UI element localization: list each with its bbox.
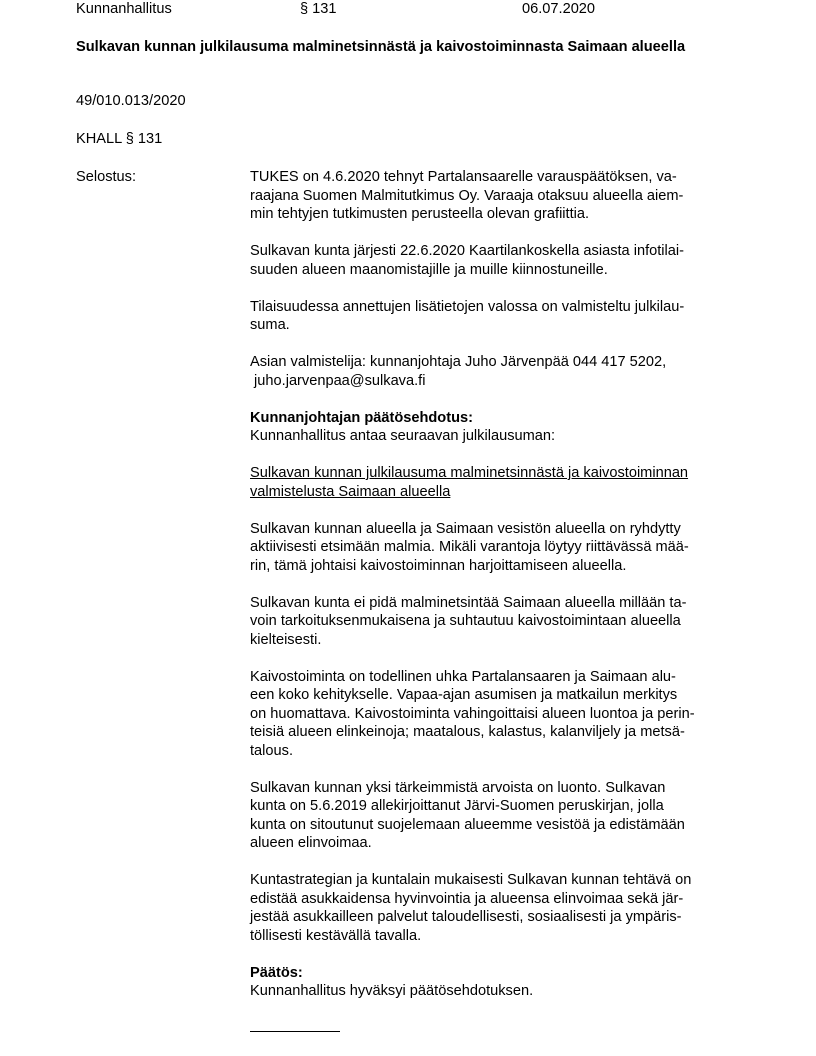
text-line: teisiä alueen elinkeinoja; maatalous, kalastus, kalanviljely ja metsä- bbox=[250, 724, 685, 740]
proposal-section bbox=[250, 409, 740, 446]
decision-text: Kunnanhallitus hyväksyi päätösehdotuksen. bbox=[250, 983, 534, 999]
text-line: talous. bbox=[250, 742, 293, 759]
text-line: kunta on 5.6.2019 allekirjoittanut Järvi-Suomen peruskirjan, jolla bbox=[250, 798, 664, 814]
text-line: kunta on sitoutunut suojelemaan alueemme vesistöä ja edistämään bbox=[250, 816, 685, 833]
text-line: aktiivisesti etsimään malmia. Mikäli varantoja löytyy riittävässä mää- bbox=[250, 539, 689, 555]
text-line: alueen elinvoimaa. bbox=[250, 835, 372, 851]
diary-number: 49/010.013/2020 bbox=[76, 93, 186, 109]
preparer-email: juho.jarvenpaa@sulkava.fi bbox=[250, 372, 426, 389]
statement-title bbox=[250, 464, 740, 501]
text-line: voin tarkoituksenmukaisena ja suhtautuu kaivostoimintaan alueella bbox=[250, 613, 681, 629]
document-title: Sulkavan kunnan julkilausuma malminetsinnästä ja kaivostoiminnasta Saimaan alueella bbox=[76, 39, 686, 55]
paragraph-preparer-contact bbox=[250, 353, 740, 390]
proposal-intro: Kunnanhallitus antaa seuraavan julkilausuman: bbox=[250, 428, 556, 444]
paragraph-ore-exploration bbox=[250, 520, 740, 576]
paragraph-tukes bbox=[250, 168, 740, 224]
text-line: raajana Suomen Malmitutkimus Oy. Varaaja otaksuu alueella aiem- bbox=[250, 187, 684, 204]
header-date: 06.07.2020 bbox=[522, 1, 596, 17]
paragraph-mining-threat bbox=[250, 668, 740, 761]
text-line: Sulkavan kunnan yksi tärkeimmistä arvoista on luonto. Sulkavan bbox=[250, 779, 666, 796]
text-line: suuden alueen maanomistajille ja muille kiinnostuneille. bbox=[250, 261, 608, 278]
text-line: een koko kehitykselle. Vapaa-ajan asumisen ja matkailun merkitys bbox=[250, 687, 678, 703]
statement-title-line: Sulkavan kunnan julkilausuma malminetsinnästä ja kaivostoiminnan bbox=[250, 465, 689, 481]
text-line: Tilaisuudessa annettujen lisätietojen valossa on valmisteltu julkilau- bbox=[250, 298, 685, 315]
text-line: suma. bbox=[250, 317, 290, 333]
text-line: Sulkavan kunta ei pidä malminetsintää Saimaan alueella millään ta- bbox=[250, 594, 687, 611]
paragraph-municipality-stance bbox=[250, 594, 740, 650]
text-line: rin, tämä johtaisi kaivostoiminnan harjoittamiseen alueella. bbox=[250, 557, 627, 574]
text-line: edistää asukkaidensa hyvinvointia ja alueensa elinvoimaa sekä jär- bbox=[250, 890, 684, 907]
signature-rule bbox=[250, 1031, 340, 1032]
text-line: min tehtyjen tutkimusten perusteella olevan grafiittia. bbox=[250, 206, 590, 222]
header-body-name: Kunnanhallitus bbox=[76, 1, 172, 17]
paragraph-prepared bbox=[250, 298, 740, 335]
paragraph-nature-values bbox=[250, 779, 740, 853]
text-line: töllisesti kestävällä tavalla. bbox=[250, 927, 422, 944]
preparer-line: Asian valmistelija: kunnanjohtaja Juho Järvenpää 044 417 5202, bbox=[250, 354, 667, 370]
paragraph-strategy bbox=[250, 871, 740, 945]
decision-section bbox=[250, 964, 740, 1001]
text-line: Kuntastrategian ja kuntalain mukaisesti Sulkavan kunnan tehtävä on bbox=[250, 872, 692, 888]
proposal-heading: Kunnanjohtajan päätösehdotus: bbox=[250, 409, 473, 426]
text-line: Sulkavan kunnan alueella ja Saimaan vesistön alueella on ryhdytty bbox=[250, 520, 681, 537]
reference-label: KHALL § 131 bbox=[76, 131, 163, 147]
text-line: TUKES on 4.6.2020 tehnyt Partalansaarelle varauspäätöksen, va- bbox=[250, 169, 677, 185]
text-line: jestää asukkailleen palvelut taloudellisesti, sosiaalisesti ja ympäris- bbox=[250, 909, 682, 925]
document-body bbox=[250, 168, 740, 1001]
header-section-number: § 131 bbox=[300, 1, 337, 17]
text-line: Kaivostoiminta on todellinen uhka Partalansaaren ja Saimaan alu- bbox=[250, 668, 676, 685]
text-line: kielteisesti. bbox=[250, 631, 322, 648]
paragraph-info-event bbox=[250, 242, 740, 279]
statement-label: Selostus: bbox=[76, 169, 137, 185]
text-line: Sulkavan kunta järjesti 22.6.2020 Kaartilankoskella asiasta infotilai- bbox=[250, 243, 685, 259]
statement-title-line: valmistelusta Saimaan alueella bbox=[250, 483, 451, 500]
decision-heading: Päätös: bbox=[250, 964, 303, 981]
text-line: on huomattava. Kaivostoiminta vahingoittaisi alueen luontoa ja perin- bbox=[250, 705, 695, 722]
